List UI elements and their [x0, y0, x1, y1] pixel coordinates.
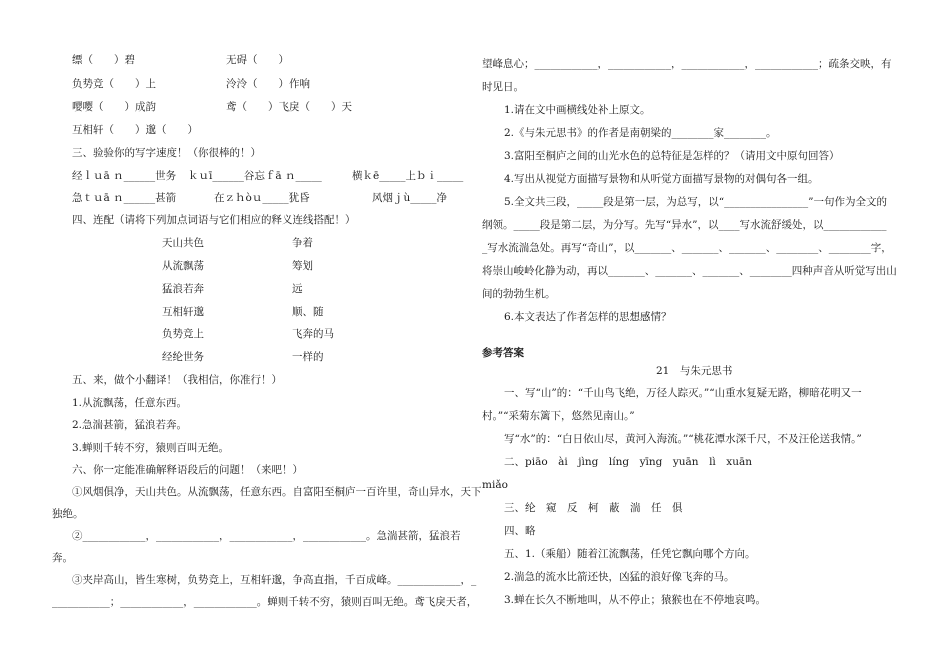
answer-line-2: 村。”“采菊东篱下，悠然见南山。” — [482, 410, 635, 422]
question-1: 1.请在文中画横线处补上原文。 — [504, 104, 651, 116]
vocab-row-4-a: 互相轩（ ）邈（ ） — [72, 124, 198, 136]
passage-line-6: ___________；____________，____________。蝉则千转不穷，猿则百叫无绝。鸢飞戾天者， — [52, 596, 478, 608]
match-left-1: 天山共色 — [162, 237, 204, 249]
passage-line-5: ③夹岸高山，皆生寒树，负势竞上，互相轩邈，争高直指，千百成峰。____________，_ — [72, 574, 477, 586]
answer-line-9: 2.湍急的流水比箭还快，凶猛的浪好像飞奔的马。 — [504, 571, 735, 583]
passage-line-2: 独绝。 — [52, 508, 84, 520]
section-6-title: 六、你一定能准确解释语段后的问题！（来吧！） — [72, 464, 303, 476]
passage-line-4: 奔。 — [52, 552, 73, 564]
question-5-line-4: 将崇山峻岭化静为动，再以_______、_______、_______、________四种声音从听觉写出山 — [482, 265, 897, 277]
match-right-4: 顺、随 — [292, 306, 324, 318]
question-6: 6.本文表达了作者怎样的思想感情？ — [504, 311, 672, 323]
question-4: 4.写出从视觉方面描写景物和从听觉方面描写景物的对偶句各一组。 — [504, 173, 819, 185]
question-5-line-3: _写水流湍急处。再写“奇山”，以_______、_______、_______、________、________字， — [482, 242, 892, 254]
vocab-row-2-a: 负势竞（ ）上 — [72, 78, 156, 90]
question-5-line-2: 纲领。_____段是第二层，为分写。先写“异水”，以____写水流舒缓处，以____________ — [482, 219, 887, 231]
section-3-row2-b: 在ｚｈòｕ_____犹昏 — [214, 192, 310, 204]
section-3-row1-b: ｋｕī______谷忘ｆā ｎ_____ — [188, 170, 322, 182]
match-left-2: 从流飘荡 — [162, 260, 204, 272]
vocab-row-3-a: 嘤嘤（ ）成韵 — [72, 101, 156, 113]
question-3: 3.富阳至桐庐之间的山光水色的总特征是怎样的？（请用文中原句回答） — [504, 150, 840, 162]
section-3-row1-a: 经ｌｕā ｎ______世务 — [72, 170, 177, 182]
answer-line-5: miǎo — [482, 479, 508, 491]
question-5-line-5: 间的勃勃生机。 — [482, 288, 556, 300]
match-right-6: 一样的 — [292, 351, 324, 363]
answer-line-6: 三、纶 窥 反 柯 蔽 湍 任 俱 — [504, 502, 683, 514]
question-2: 2.《与朱元思书》的作者是南朝梁的________家________。 — [504, 127, 777, 139]
section-3-row2-c: 风烟ｊù_____净 — [372, 192, 448, 204]
answer-line-3: 写“水”的：“白日依山尽，黄河入海流。”“桃花潭水深千尺，不及汪伦送我情。” — [504, 433, 862, 445]
vocab-row-2-b: 泠泠（ ）作响 — [226, 78, 310, 90]
passage-cont-2: 时见日。 — [482, 81, 524, 93]
section-5-item-3: 3.蝉则千转不穷，猿则百叫无绝。 — [72, 442, 230, 454]
match-left-6: 经纶世务 — [162, 351, 204, 363]
passage-line-3: ②____________，____________，____________，____________。急湍甚箭，猛浪若 — [72, 530, 461, 542]
answer-line-7: 四、略 — [504, 525, 536, 537]
answer-line-8: 五、1.（乘船）随着江流飘荡，任凭它飘向哪个方向。 — [504, 548, 756, 560]
section-4-title: 四、连配（请将下列加点词语与它们相应的释义连线搭配！） — [72, 214, 356, 226]
match-right-3: 远 — [292, 283, 303, 295]
passage-cont-1: 望峰息心；____________，____________，____________，____________；疏条交映，有 — [482, 58, 892, 70]
match-left-5: 负势竞上 — [162, 328, 204, 340]
passage-line-1: ①风烟俱净，天山共色。从流飘荡，任意东西。自富阳至桐庐一百许里，奇山异水，天下 — [72, 486, 482, 498]
answer-line-4: 二、piāo ài jìng líng yīng yuān lì xuān — [504, 456, 752, 468]
match-left-4: 互相轩邈 — [162, 306, 204, 318]
match-right-5: 飞奔的马 — [292, 328, 334, 340]
vocab-row-3-b: 鸢（ ）飞戾（ ）天 — [226, 101, 352, 113]
match-left-3: 猛浪若奔 — [162, 283, 204, 295]
answer-heading: 参考答案 — [482, 347, 524, 359]
section-5-item-1: 1.从流飘荡，任意东西。 — [72, 397, 188, 409]
section-5-item-2: 2.急湍甚箭，猛浪若奔。 — [72, 419, 188, 431]
question-5-line-1: 5.全文共三段，_____段是第一层，为总写，以“________________”一句作为全文的 — [504, 196, 888, 208]
answer-line-10: 3.蝉在长久不断地叫，从不停止；猿猴也在不停地哀鸣。 — [504, 594, 767, 606]
vocab-row-1-b: 无碍（ ） — [226, 54, 289, 66]
answer-title: 21 与朱元思书 — [656, 365, 733, 377]
section-3-title: 三、验验你的写字速度！（你很棒的！） — [72, 147, 261, 159]
match-right-2: 筹划 — [292, 260, 313, 272]
answer-line-1: 一、写“山”的：“千山鸟飞绝，万径人踪灭。”“山重水复疑无路，柳暗花明又一 — [504, 387, 862, 399]
section-3-row1-c: 横ｋē_____上ｂｉ_____ — [352, 170, 464, 182]
section-3-row2-a: 急ｔｕā ｎ______甚箭 — [72, 192, 177, 204]
match-right-1: 争着 — [292, 237, 313, 249]
section-5-title: 五、来，做个小翻译！（我相信，你准行！） — [72, 374, 282, 386]
vocab-row-1-a: 缥（ ）碧 — [72, 54, 135, 66]
